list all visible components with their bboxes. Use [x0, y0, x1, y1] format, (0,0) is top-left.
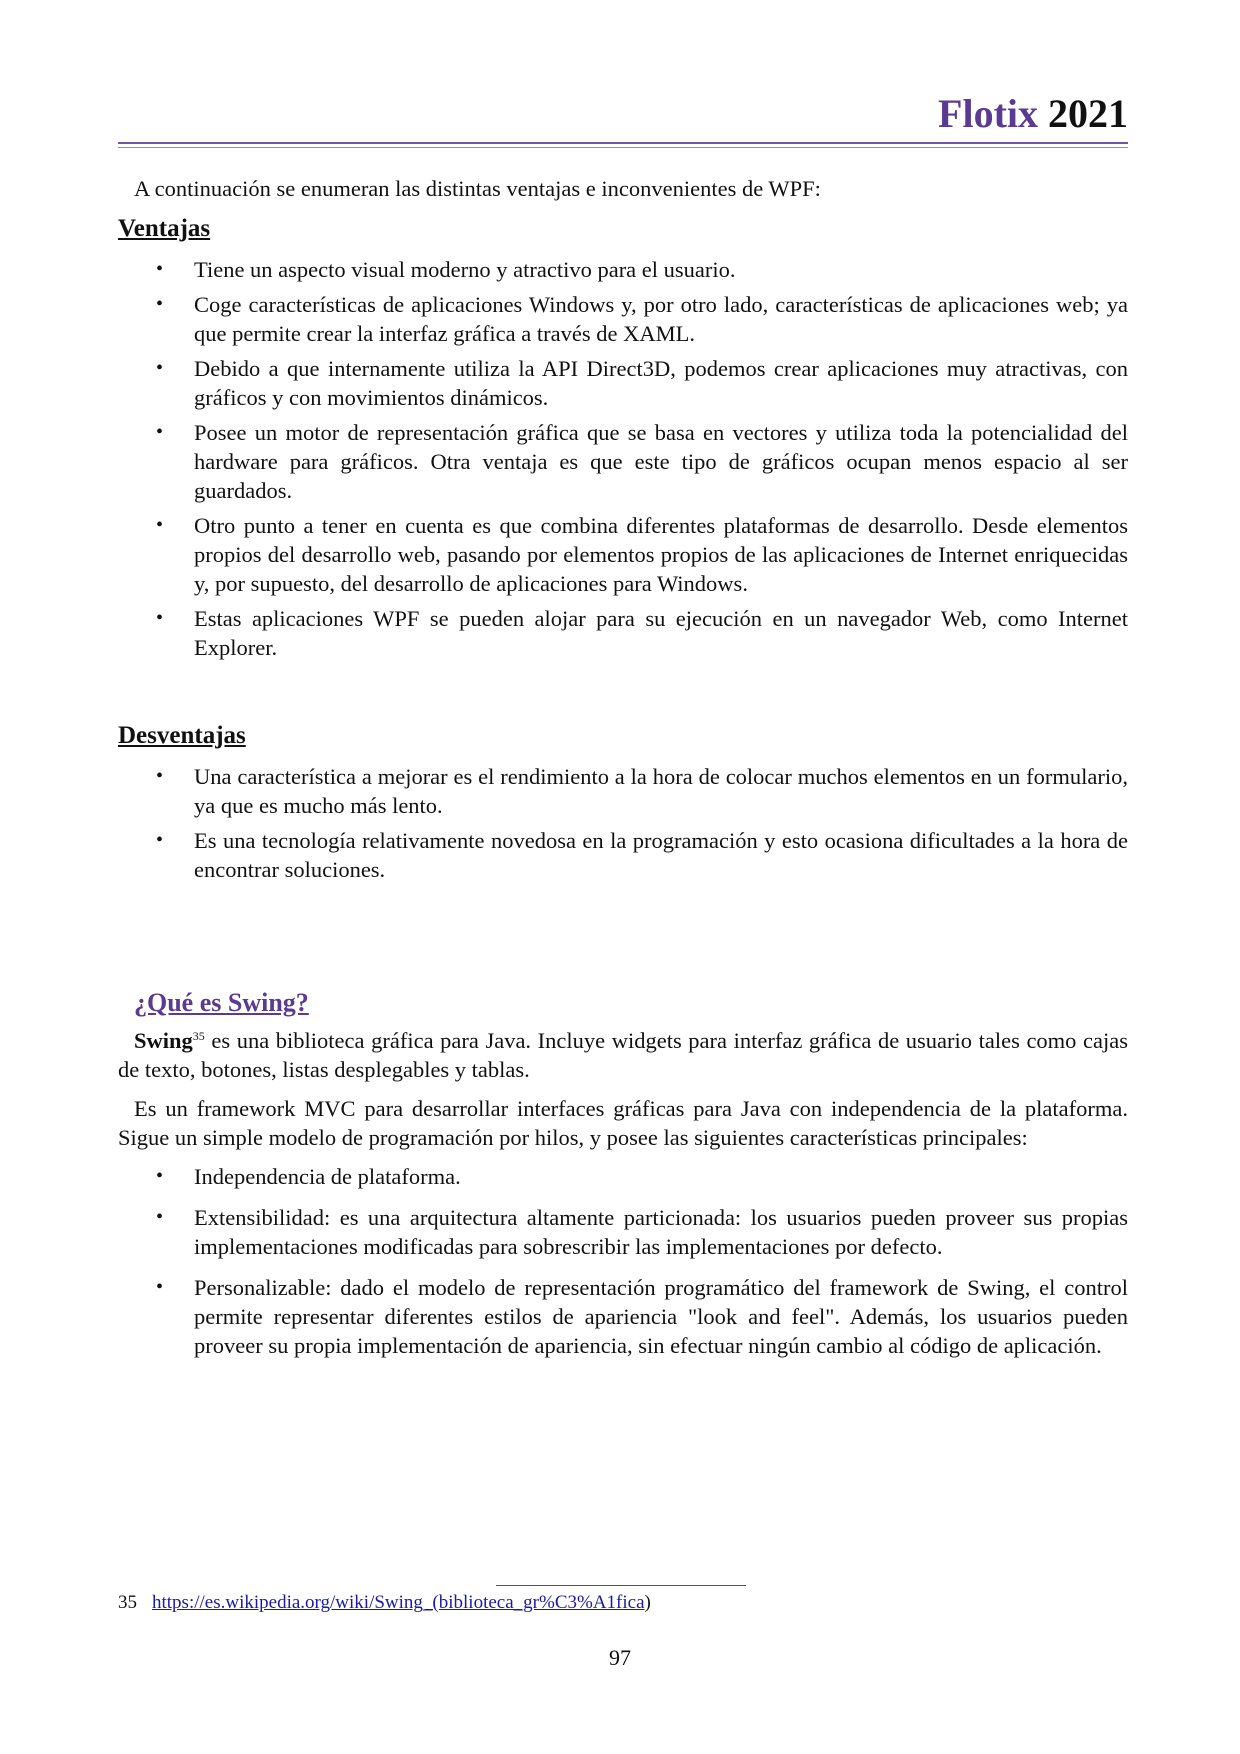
list-item: • Personalizable: dado el modelo de representación programático del framework de Swing, el control permite representar diferentes estilos de apariencia "look and feel". Además, los usuarios pueden proveer su propia implementación de apariencia, sin efectuar ningún cambio al código de aplicación. — [156, 1275, 1128, 1358]
list-item: • Debido a que internamente utiliza la API Direct3D, podemos crear aplicaciones muy atractivas, con gráficos y con movimientos dinámicos. — [156, 356, 1128, 410]
advantages-list — [118, 255, 1128, 662]
footnote-number: 35 — [118, 1592, 137, 1613]
page-number: 97 — [609, 1645, 631, 1670]
header-year: 2021 — [1048, 91, 1128, 136]
page-content — [118, 174, 1128, 1372]
spacer — [118, 668, 1128, 710]
bullet-icon: • — [156, 1165, 164, 1187]
list-item: • Una característica a mejorar es el rendimiento a la hora de colocar muchos elementos en un formulario, ya que es mucho más lento. — [156, 764, 1128, 818]
list-item: • Es una tecnología relativamente novedosa en la programación y esto ocasiona dificultades a la hora de encontrar soluciones. — [156, 828, 1128, 882]
bullet-icon: • — [156, 258, 164, 280]
spacer — [118, 890, 1128, 986]
swing-section-heading: ¿Qué es Swing? — [134, 988, 309, 1017]
disadvantages-heading: Desventajas — [118, 722, 246, 749]
footnote-reference[interactable]: 35 — [192, 1029, 205, 1043]
list-item: • Independencia de plataforma. — [156, 1164, 461, 1189]
intro-paragraph: A continuación se enumeran las distintas ventajas e inconvenientes de WPF: — [134, 176, 821, 201]
swing-mvc-paragraph: Es un framework MVC para desarrollar interfaces gráficas para Java con independencia de la plataforma. Sigue un simple modelo de programación por hilos, y posee las siguientes características principales: — [118, 1096, 1128, 1150]
footnote — [118, 1590, 651, 1616]
bullet-icon: • — [156, 514, 164, 536]
footnote-separator — [496, 1585, 746, 1586]
bullet-icon: • — [156, 357, 164, 379]
bullet-icon: • — [156, 1276, 164, 1298]
header-rule — [118, 142, 1128, 144]
footnote-link[interactable]: https://es.wikipedia.org/wiki/Swing_(biblioteca_gr%C3%A1fica — [152, 1592, 645, 1613]
list-item: • Extensibilidad: es una arquitectura altamente particionada: los usuarios pueden proveer sus propias implementaciones modificadas para sobrescribir las implementaciones por defecto. — [156, 1205, 1128, 1259]
advantages-heading: Ventajas — [118, 215, 211, 242]
bullet-icon: • — [156, 1206, 164, 1228]
header-brand: Flotix — [938, 91, 1038, 136]
disadvantages-list — [118, 762, 1128, 884]
header-rule-secondary — [118, 147, 1128, 148]
swing-features-list — [118, 1162, 1128, 1360]
swing-intro-paragraph: Swing$^{35}$ es una biblioteca gráfica para Java. Incluye widgets para interfaz gráfica de usuario tales como cajas de texto, botones, listas desplegables y tablas. — [118, 1028, 1128, 1082]
page-header — [118, 90, 1128, 138]
swing-term: Swing — [134, 1028, 193, 1053]
list-item: • Coge características de aplicaciones Windows y, por otro lado, características de aplicaciones web; ya que permite crear la interfaz gráfica a través de XAML. — [156, 292, 1128, 346]
list-item: • Otro punto a tener en cuenta es que combina diferentes plataformas de desarrollo. Desde elementos propios del desarrollo web, pasando por elementos propios de las aplicaciones de Internet enriquecidas y, por supuesto, del desarrollo de aplicaciones para Windows. — [156, 513, 1128, 596]
bullet-icon: • — [156, 293, 164, 315]
bullet-icon: • — [156, 421, 164, 443]
bullet-icon: • — [156, 829, 164, 851]
bullet-icon: • — [156, 607, 164, 629]
bullet-icon: • — [156, 765, 164, 787]
list-item: • Estas aplicaciones WPF se pueden alojar para su ejecución en un navegador Web, como Internet Explorer. — [156, 606, 1128, 660]
list-item: • Tiene un aspecto visual moderno y atractivo para el usuario. — [156, 257, 736, 282]
footnote-trailing: ) — [644, 1592, 651, 1613]
list-item: • Posee un motor de representación gráfica que se basa en vectores y utiliza toda la potencialidad del hardware para gráficos. Otra ventaja es que este tipo de gráficos ocupan menos espacio al ser guardados. — [156, 420, 1128, 503]
